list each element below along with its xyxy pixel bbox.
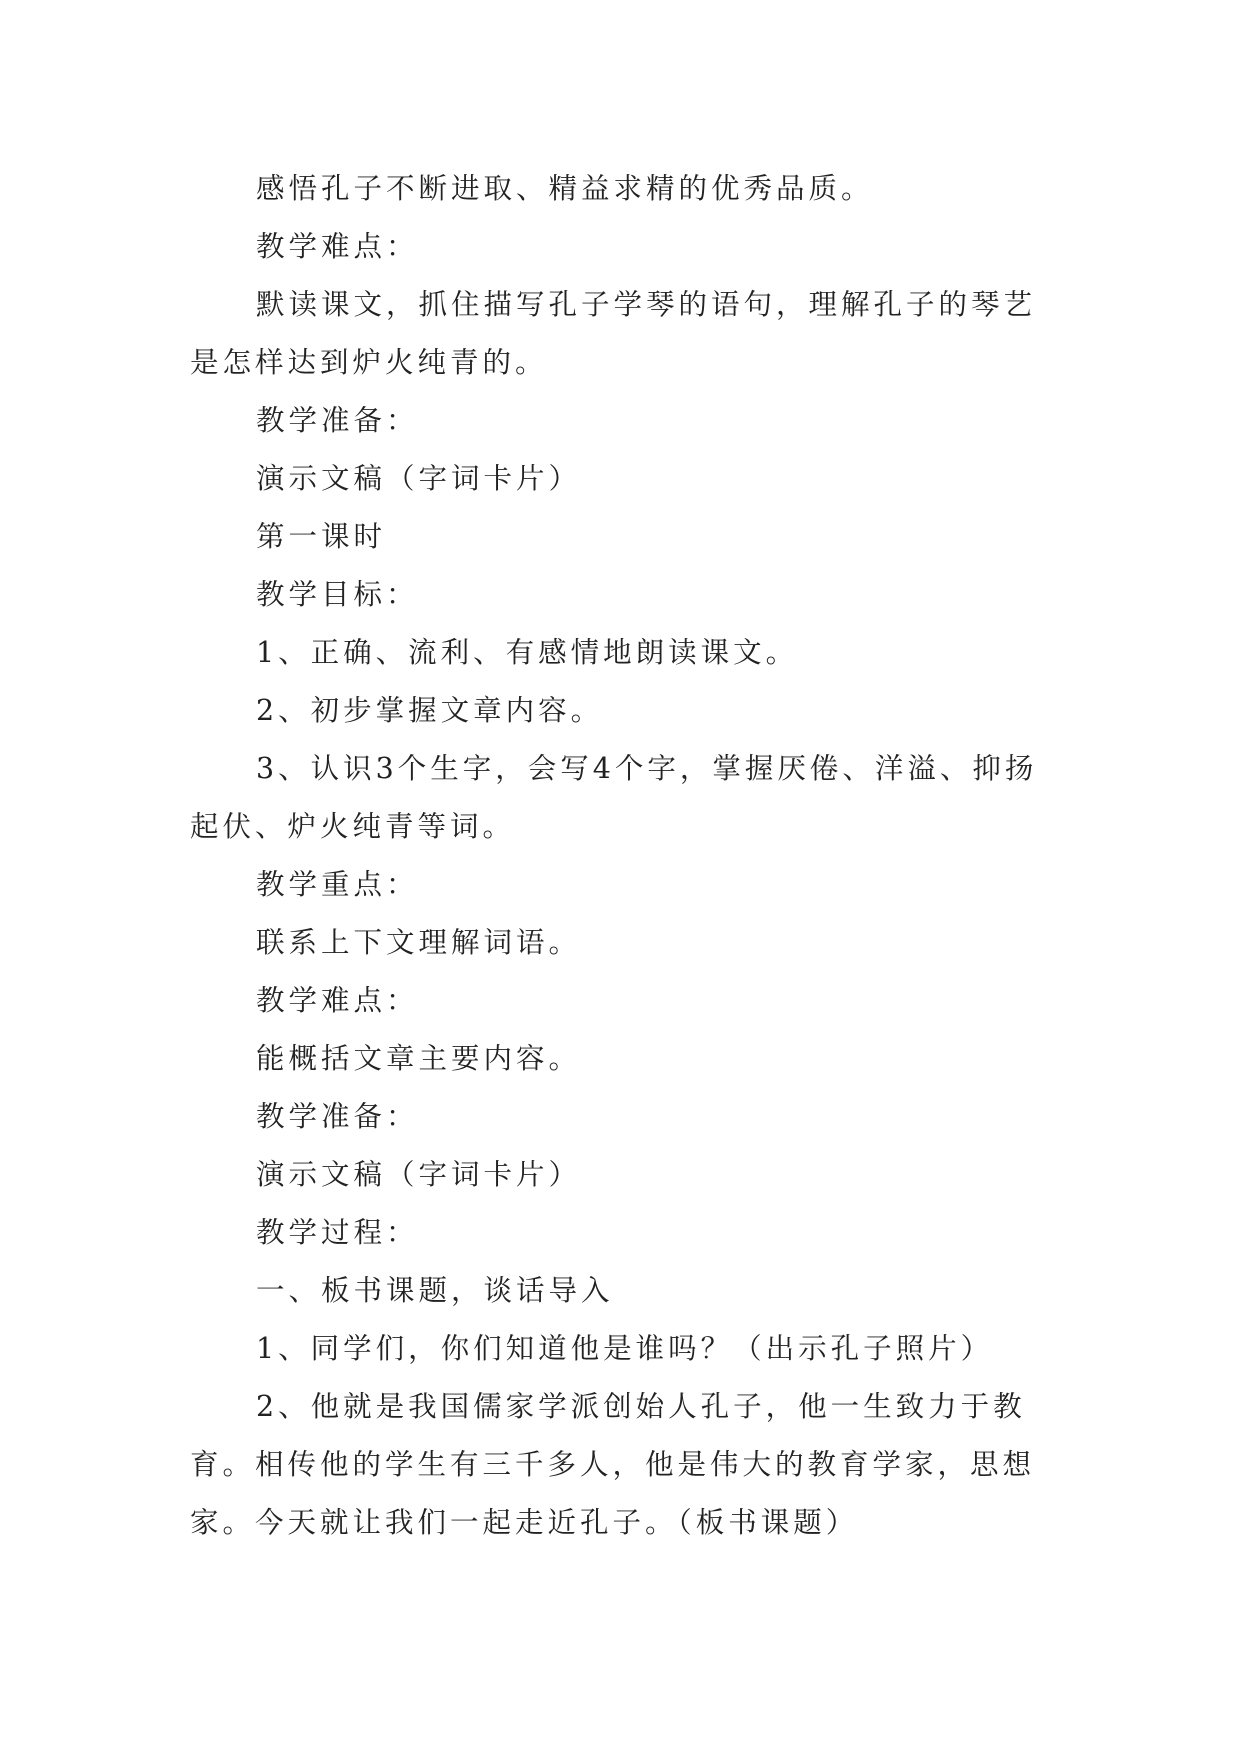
paragraph: 能概括文章主要内容。 bbox=[256, 1042, 582, 1075]
paragraph: 演示文稿（字词卡片） bbox=[256, 1158, 582, 1191]
section-heading: 第一课时 bbox=[256, 520, 387, 553]
section-heading: 教学准备： bbox=[256, 1100, 419, 1133]
list-item: 2、他就是我国儒家学派创始人孔子，他一生致力于教育。相传他的学生有三千多人，他是伟大的教育学家，思想家。今天就让我们一起走近孔子。（板书课题） bbox=[190, 1390, 1036, 1539]
paragraph: 默读课文，抓住描写孔子学琴的语句，理解孔子的琴艺是怎样达到炉火纯青的。 bbox=[190, 288, 1037, 379]
section-heading: 教学准备： bbox=[256, 404, 419, 437]
section-heading: 一、板书课题，谈话导入 bbox=[256, 1274, 614, 1307]
list-item: 1、正确、流利、有感情地朗读课文。 bbox=[256, 636, 799, 669]
list-item: 2、初步掌握文章内容。 bbox=[256, 694, 604, 727]
list-item: 1、同学们，你们知道他是谁吗？（出示孔子照片） bbox=[256, 1332, 994, 1365]
section-heading: 教学目标： bbox=[256, 578, 419, 611]
section-heading: 教学过程： bbox=[256, 1216, 419, 1249]
list-item: 3、认识3个生字，会写4个字，掌握厌倦、洋溢、抑扬起伏、炉火纯青等词。 bbox=[190, 752, 1038, 843]
section-heading: 教学难点： bbox=[256, 230, 419, 263]
paragraph: 联系上下文理解词语。 bbox=[256, 926, 582, 959]
paragraph: 演示文稿（字词卡片） bbox=[256, 462, 582, 495]
document-page bbox=[190, 160, 1050, 1552]
section-heading: 教学重点： bbox=[256, 868, 419, 901]
section-heading: 教学难点： bbox=[256, 984, 419, 1017]
paragraph: 感悟孔子不断进取、精益求精的优秀品质。 bbox=[256, 172, 874, 205]
